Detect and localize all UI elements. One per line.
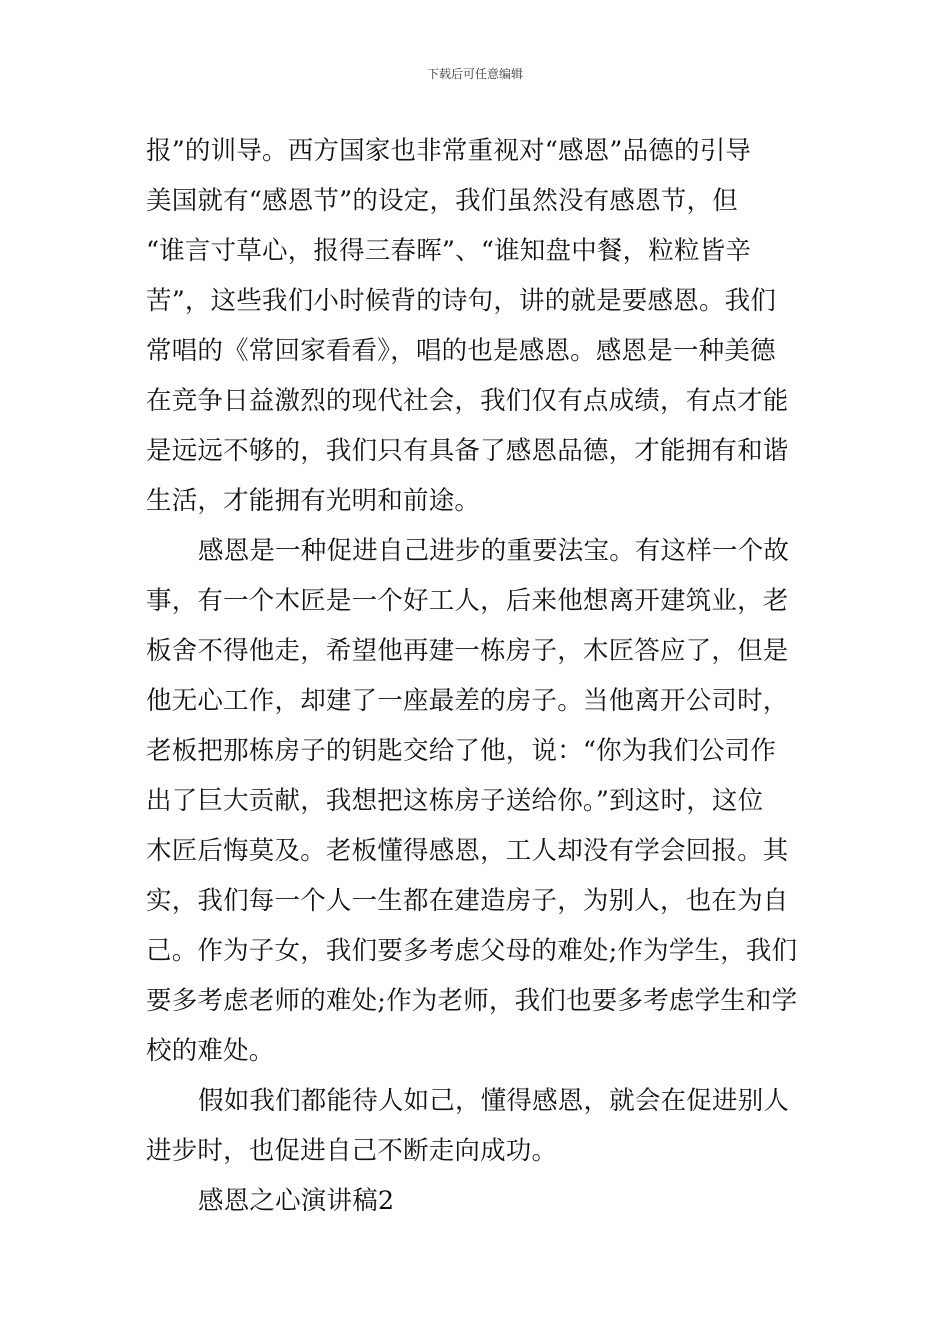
paragraph-3 [146,1076,810,1176]
section-heading: 感恩之心演讲稿2 [198,1186,395,1216]
text-line: 校的难处。 [146,1036,275,1066]
text-line: 木匠后悔莫及。老板懂得感恩，工人却没有学会回报。其 [146,836,789,866]
text-line: 要多考虑老师的难处;作为老师，我们也要多考虑学生和学 [146,986,798,1016]
text-line: 出了巨大贡献，我想把这栋房子送给你。”到这时，这位 [146,786,764,816]
text-line: 进步时，也促进自己不断走向成功。 [146,1136,558,1166]
paragraph-1 [146,126,810,526]
text-line: 苦”，这些我们小时候背的诗句，讲的就是要感恩。我们 [146,286,777,316]
text-line: 感恩是一种促进自己进步的重要法宝。有这样一个故 [198,536,790,566]
text-line: “谁言寸草心，报得三春晖”、“谁知盘中餐，粒粒皆辛 [146,236,752,266]
text-line: 常唱的《常回家看看》，唱的也是感恩。感恩是一种美德 [146,336,776,366]
document-body [146,126,810,1226]
text-line: 美国就有“感恩节”的设定，我们虽然没有感恩节，但 [146,186,738,216]
text-line: 实，我们每一个人一生都在建造房子，为别人，也在为自 [146,886,789,916]
text-line: 在竞争日益激烈的现代社会，我们仅有点成绩，有点才能 [146,386,789,416]
text-line: 老板把那栋房子的钥匙交给了他，说：“你为我们公司作 [146,736,777,766]
text-line: 是远远不够的，我们只有具备了感恩品德，才能拥有和谐 [146,436,789,466]
text-line: 板舍不得他走，希望他再建一栋房子，木匠答应了，但是 [146,636,789,666]
page-header-note: 下载后可任意编辑 [426,67,523,81]
text-line: 假如我们都能待人如己，懂得感恩，就会在促进别人 [198,1086,790,1116]
text-line: 事，有一个木匠是一个好工人，后来他想离开建筑业，老 [146,586,789,616]
text-line: 己。作为子女，我们要多考虑父母的难处;作为学生，我们 [146,936,798,966]
paragraph-2 [146,526,810,1076]
text-line: 生活，才能拥有光明和前途。 [146,486,481,516]
text-line: 他无心工作，却建了一座最差的房子。当他离开公司时， [146,686,789,716]
text-line: 报”的训导。西方国家也非常重视对“感恩”品德的引导 [146,136,752,166]
